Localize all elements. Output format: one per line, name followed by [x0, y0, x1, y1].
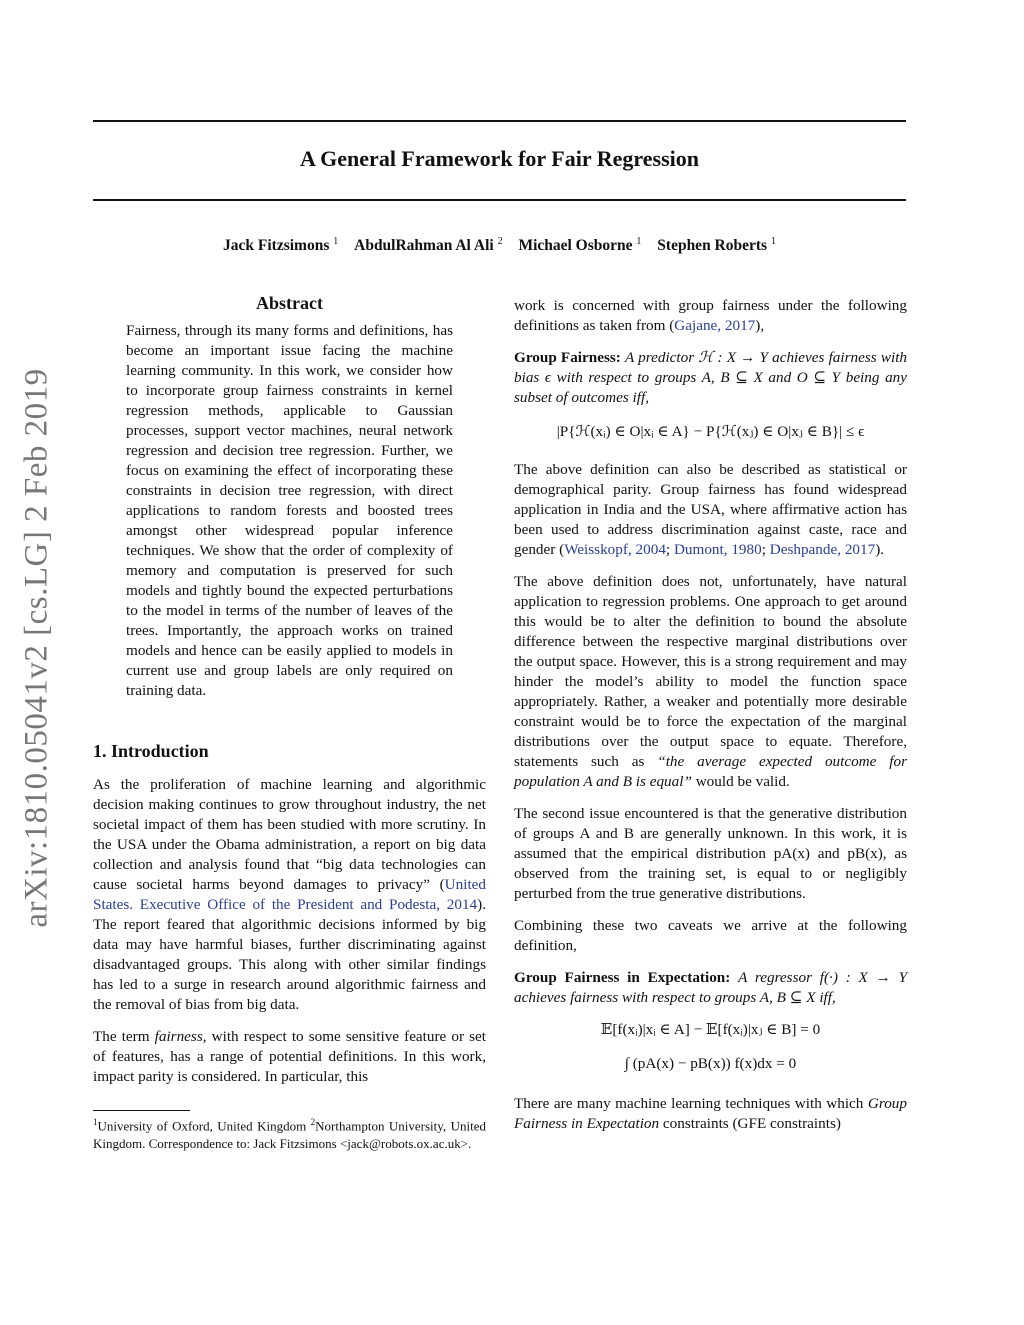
- citation-link[interactable]: Gajane, 2017: [674, 317, 756, 334]
- footnote: $^1$University of Oxford, United Kingdom $^2$Northampton University, United Kingdom. Correspondence to: Jack Fitzsimons <jack@robots.ox.ac.uk>.: [93, 1117, 486, 1151]
- author: Michael Osborne $^1$: [518, 236, 642, 255]
- section-heading-introduction: 1. Introduction: [93, 741, 209, 761]
- body-paragraph: The above definition does not, unfortunately, have natural application to regression problems. One approach to get around this would be to alter the definition to bound the absolute difference between the respective marginal distributions over the output space. However, this is a strong requirement and may hinder the model’s ability to model the function space appropriately. Rather, a weaker and potentially more desirable constraint would be to force the expectation of the marginal distributions over the output space to equate. Therefore, statements such as “the average expected outcome for population A and B is equal” would be valid.: [514, 573, 908, 790]
- equation: |P{ℋ(xᵢ) ∈ O|xᵢ ∈ A} − P{ℋ(xⱼ) ∈ O|xⱼ ∈ B}| ≤ ϵ: [556, 423, 865, 440]
- citation-link[interactable]: Dumont: [673, 541, 724, 558]
- citation-link[interactable]: Deshpande: [769, 541, 838, 558]
- paper-title: A General Framework for Fair Regression: [300, 146, 699, 171]
- author: AbdulRahman Al Ali $^2$: [354, 236, 503, 255]
- footnote-rule: [93, 1110, 190, 1111]
- author: Stephen Roberts $^1$: [657, 236, 776, 255]
- right-column: [514, 296, 907, 1146]
- abstract-text: Fairness, through its many forms and definitions, has become an important issue facing the machine learning community. In this work, we consider how to incorporate group fairness constraints in kernel regression methods, applicable to Gaussian processes, support vector machines, neural network regression and decision tree regression. Further, we focus on examining the effect of incorporating these constraints in decision tree regression, with direct applications to random forests and boosted trees amongst other widespread popular inference techniques. We show that the order of complexity of memory and computation is preserved for such models and tightly bound the expected perturbations to the model in terms of the number of leaves of the trees. Importantly, the approach works on trained models and hence can be easily applied to models in current use and group labels are only required on training data.: [126, 322, 453, 699]
- definition-gfe: Group Fairness in Expectation: A regressor f(·) : X → Y achieves fairness with respect to groups A, B ⊆ X iff,: [514, 969, 908, 1006]
- author-list: [93, 236, 906, 255]
- intro-paragraph: As the proliferation of machine learning and algorithmic decision making continues to grow throughout industry, the net societal impact of them has been studied with more scrutiny. In the USA under the Obama administration, a report on big data collection and analysis found that “big data technologies can cause societal harms beyond damages to privacy” (United States. Executive Office of the President and Podesta, 2014). The report feared that algorithmic decisions informed by big data may have harmful biases, further discriminating against disadvantaged groups. This along with other similar findings has led to a surge in research around algorithmic fairness and the removal of bias from big data.: [93, 776, 486, 1013]
- left-column: [93, 293, 486, 1099]
- title-rule-top: [93, 120, 906, 122]
- body-paragraph: The above definition can also be described as statistical or demographical parity. Group fairness has found widespread application in India and the USA, where affirmative action has been used to address discrimination against caste, race and gender (Weisskopf, 2004; Dumont, 1980; Deshpande, 2017).: [514, 461, 907, 558]
- citation-link[interactable]: United States. Executive Office of the President and Podesta, 2014: [93, 876, 486, 913]
- definition-group-fairness: Group Fairness: A predictor ℋ : X → Y achieves fairness with bias ϵ with respect to groups A, B ⊆ X and O ⊆ Y being any subset of outcomes iff,: [514, 349, 908, 406]
- title-rule-bottom: [93, 199, 906, 201]
- body-paragraph: There are many machine learning techniques with which Group Fairness in Expectation constraints (GFE constraints): [514, 1095, 907, 1132]
- body-paragraph: Combining these two caveats we arrive at the following definition,: [514, 917, 907, 954]
- citation-link[interactable]: Weisskopf: [564, 541, 628, 558]
- abstract-heading: Abstract: [256, 293, 323, 313]
- equation: 𝔼[f(xᵢ)|xᵢ ∈ A] − 𝔼[f(xᵢ)|xⱼ ∈ B] = 0: [600, 1021, 821, 1038]
- arxiv-identifier: arXiv:1810.05041v2 [cs.LG] 2 Feb 2019: [18, 368, 55, 928]
- intro-paragraph: The term fairness, with respect to some sensitive feature or set of features, has a range of potential definitions. In this work, impact parity is considered. In particular, this: [93, 1028, 486, 1085]
- body-paragraph: The second issue encountered is that the generative distribution of groups A and B are generally unknown. In this work, it is assumed that the empirical distribution pA(x) and pB(x), as observed from the training set, is equal to or negligibly perturbed from the true generative distributions.: [514, 805, 907, 902]
- body-paragraph: work is concerned with group fairness under the following definitions as taken from (Gajane, 2017),: [514, 297, 907, 334]
- equation: ∫ (pA(x) − pB(x)) f(x)dx = 0: [624, 1055, 797, 1072]
- author: Jack Fitzsimons $^1$: [223, 236, 339, 255]
